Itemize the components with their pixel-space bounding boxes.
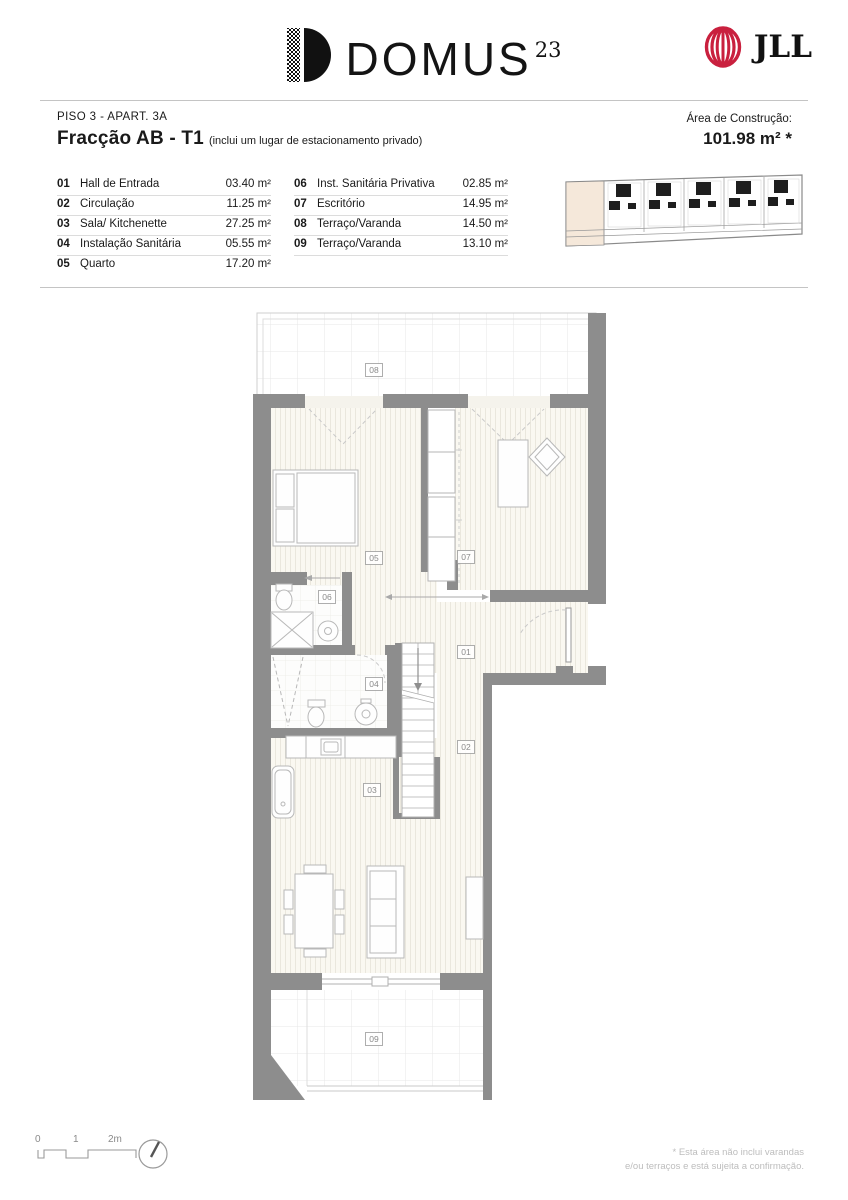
room-label-08 — [366, 364, 383, 377]
svg-text:06: 06 — [322, 592, 332, 602]
svg-text:02: 02 — [461, 742, 471, 752]
fraction-title: Fracção AB - T1 (inclui um lugar de estacionamento privado) — [57, 128, 423, 149]
office-desk — [498, 440, 528, 507]
scale-tick-0: 0 — [35, 1134, 41, 1145]
entry-opening — [588, 604, 606, 666]
room-label-02 — [458, 741, 475, 754]
table-row: 05 Quarto 17.20 m² — [57, 258, 271, 270]
svg-text:07: 07 — [461, 552, 471, 562]
table-row: 01 Hall de Entrada 03.40 m² — [57, 176, 271, 196]
table-row: 03 Sala/ Kitchenette 27.25 m² — [57, 216, 271, 236]
table-row: 07 Escritório 14.95 m² — [294, 196, 508, 216]
bed — [273, 470, 358, 546]
area-disclaimer — [625, 1146, 804, 1174]
jll-logo-text: JLL — [753, 29, 812, 65]
entry-door-leaf — [566, 608, 571, 662]
scale-tick-2m: 2m — [108, 1134, 122, 1145]
svg-text:03: 03 — [367, 785, 377, 795]
room-label-01 — [458, 646, 475, 659]
table-row: 08 Terraço/Varanda 14.50 m² — [294, 216, 508, 236]
room-label-05 — [366, 552, 383, 565]
disclaimer-line-2: e/ou terraços e está sujeita a confirmação. — [624, 1161, 804, 1172]
svg-text:05: 05 — [369, 553, 379, 563]
table-row: 09 Terraço/Varanda 13.10 m² — [294, 236, 508, 256]
floor-apartment-line: PISO 3 - APART. 3A — [57, 111, 168, 123]
kitchen-counter — [286, 736, 396, 758]
disclaimer-line-1: * Esta área não inclui varandas — [672, 1147, 804, 1158]
scale-tick-1: 1 — [73, 1134, 79, 1145]
area-value: 101.98 m² * — [703, 129, 792, 148]
area-label: Área de Construção: — [686, 113, 792, 125]
svg-text:09: 09 — [369, 1034, 379, 1044]
table-row: 04 Instalação Sanitária 05.55 m² — [57, 236, 271, 256]
scale-bar — [28, 1126, 208, 1186]
svg-text:08: 08 — [369, 365, 379, 375]
svg-text:01: 01 — [461, 647, 471, 657]
room-label-06 — [319, 591, 336, 604]
room-label-03 — [364, 784, 381, 797]
room-label-09 — [366, 1033, 383, 1046]
room-label-07 — [458, 551, 475, 564]
table-row: 06 Inst. Sanitária Privativa 02.85 m² — [294, 176, 508, 196]
brand-sup: 23 — [534, 38, 562, 62]
brand-wordmark: DOMUS $^{23}$ — [345, 33, 562, 85]
sideboard — [466, 877, 483, 939]
table-row: 02 Circulação 11.25 m² — [57, 196, 271, 216]
fraction-note: (inclui um lugar de estacionamento privado) — [208, 135, 423, 147]
terrace-09-sliding-door — [322, 977, 440, 986]
terrace-08 — [257, 313, 596, 397]
svg-text:04: 04 — [369, 679, 379, 689]
kitchen-sink-unit — [272, 766, 294, 818]
room-label-04 — [366, 678, 383, 691]
compass-icon — [139, 1140, 167, 1168]
staircase — [402, 643, 434, 817]
sofa — [367, 866, 404, 958]
